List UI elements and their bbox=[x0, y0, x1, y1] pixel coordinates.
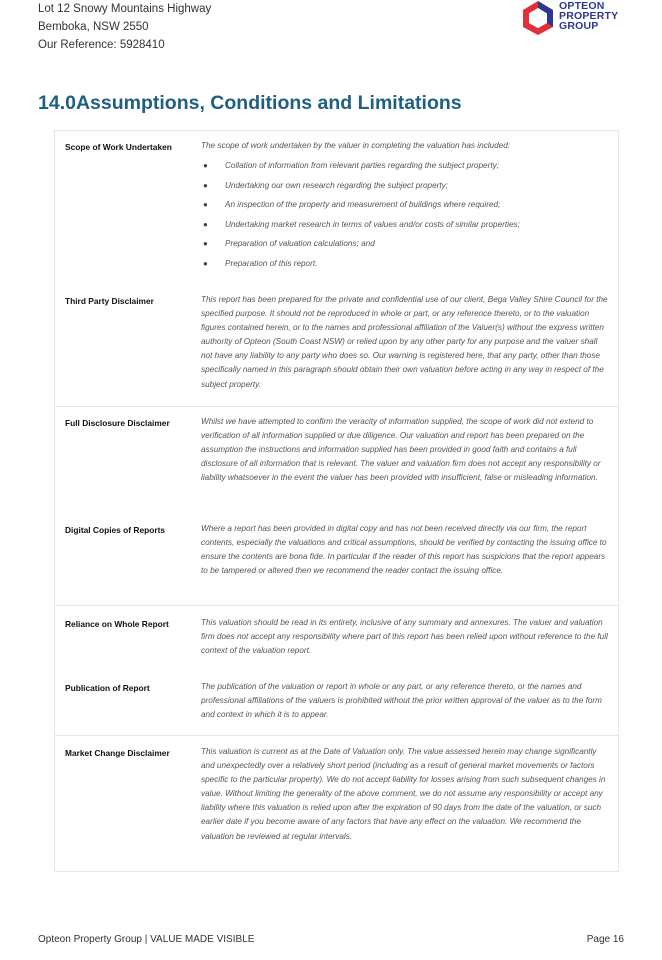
bullet-icon: ● bbox=[203, 200, 208, 209]
list-item bbox=[201, 181, 611, 201]
section-label-full-disclosure: Full Disclosure Disclaimer bbox=[65, 418, 170, 428]
list-item bbox=[201, 259, 611, 279]
section-text-reliance: This valuation should be read in its entirety, inclusive of any summary and annexures. The valuer and valuation firm does not accept any responsibility where part of this report has been relied upon without reference to the full context of the valuation report. bbox=[201, 618, 608, 656]
assumptions-table bbox=[54, 130, 619, 872]
logo-line-2: PROPERTY bbox=[559, 10, 619, 22]
section-text-third-party: This report has been prepared for the private and confidential use of our client, Bega Valley Shire Council for the specified purpose. It should not be reproduced in whole or part, or any reference thereto, or to the valuation figures contained herein, or to the names and professional affiliation of the Valuer(s) without the express written authority of Opteon (South Coast NSW) or relied upon by any other party for any purpose and the valuer shall not have any liability to any party who does so. Our warning is registered here, that any party, other than those specifically named in this paragraph should obtain their own valuation before acting in any way in respect of the subject property. bbox=[201, 295, 608, 389]
section-label-third-party: Third Party Disclaimer bbox=[65, 296, 154, 306]
list-item-text: Preparation of valuation calculations; and bbox=[225, 239, 375, 248]
section-divider bbox=[55, 735, 618, 736]
header-address bbox=[38, 0, 211, 54]
bullet-icon: ● bbox=[203, 219, 208, 229]
list-item-text: Undertaking our own research regarding the subject property; bbox=[225, 180, 449, 190]
section-label-scope: Scope of Work Undertaken bbox=[65, 142, 172, 152]
list-item-text: Preparation of this report. bbox=[225, 258, 318, 268]
section-divider bbox=[55, 605, 618, 606]
section-text-full-disclosure: Whilst we have attempted to confirm the veracity of information supplied, the scope of work did not extend to verification of all information supplied or due diligence. Our valuation and report has been prepared on the assumption the instructions and information supplied has been provided in good faith and contains a full disclosure of all information that is relevant. The valuer and valuation firm does not accept any responsibility or liability whatsoever in the event the valuer has been provided with insufficient, false or misleading information. bbox=[201, 417, 601, 483]
opteon-logo-icon bbox=[520, 0, 556, 36]
list-item bbox=[201, 200, 611, 220]
bullet-icon: ● bbox=[203, 239, 208, 248]
list-item-text: Undertaking market research in terms of values and/or costs of similar properties; bbox=[225, 219, 520, 229]
bullet-icon: ● bbox=[203, 161, 208, 170]
page-number: Page 16 bbox=[586, 934, 624, 945]
address-line-2: Bemboka, NSW 2550 bbox=[38, 21, 149, 33]
section-label-market-change: Market Change Disclaimer bbox=[65, 748, 170, 758]
section-text-market-change: This valuation is current as at the Date of Valuation only. The value assessed herein may change significantly and unexpectedly over a relatively short period (including as a result of general market movements or factors specific to the particular property). We do not accept liability for losses arising from such subsequent changes in value. Without limiting the generality of the above comment, we do not assume any responsibility or accept any liability where this valuation is relied upon after the expiration of 90 days from the date of the valuation, or such earlier date if you become aware of any factors that have any effect on the valuation. We recommend the valuation be reviewed at regular intervals. bbox=[201, 747, 606, 841]
footer-tagline: Opteon Property Group | VALUE MADE VISIBLE bbox=[38, 934, 255, 945]
section-label-reliance: Reliance on Whole Report bbox=[65, 619, 169, 629]
scope-bullet-list bbox=[201, 161, 611, 278]
section-text-scope-intro: The scope of work undertaken by the valuer in completing the valuation has included: bbox=[201, 141, 511, 150]
page-title: 14.0Assumptions, Conditions and Limitations bbox=[38, 92, 462, 114]
list-item bbox=[201, 220, 611, 240]
list-item bbox=[201, 161, 611, 181]
bullet-icon: ● bbox=[203, 258, 208, 268]
section-label-digital-copies: Digital Copies of Reports bbox=[65, 525, 166, 535]
section-text-publication: The publication of the valuation or report in whole or any part, or any reference thereto, or the names and professional affiliations of the valuers is prohibited without the prior written approval of the valuer as to the form and context in which it is to appear. bbox=[201, 682, 602, 720]
list-item-text: An inspection of the property and measurement of buildings where required; bbox=[225, 200, 501, 209]
logo-line-3: GROUP bbox=[559, 20, 599, 32]
section-label-publication: Publication of Report bbox=[65, 683, 150, 693]
address-line-1: Lot 12 Snowy Mountains Highway bbox=[38, 3, 212, 15]
section-divider bbox=[55, 406, 618, 407]
section-text-digital-copies: Where a report has been provided in digital copy and has not been received directly via our firm, the report contents, especially the valuations and critical assumptions, should be verified by contacting the issuing office to ensure the contents are bona fide. In particular if the reader of this report has suspicions that the report appears to be tampered or altered then we recommend the reader contact the issuing office. bbox=[201, 524, 607, 576]
list-item-text: Collation of information from relevant parties regarding the subject property; bbox=[225, 161, 499, 170]
logo-line-1: OPTEON bbox=[559, 0, 605, 12]
bullet-icon: ● bbox=[203, 180, 208, 190]
reference-line: Our Reference: 5928410 bbox=[38, 39, 165, 51]
logo-wordmark bbox=[559, 1, 618, 31]
opteon-logo bbox=[520, 0, 640, 38]
list-item bbox=[201, 239, 611, 259]
